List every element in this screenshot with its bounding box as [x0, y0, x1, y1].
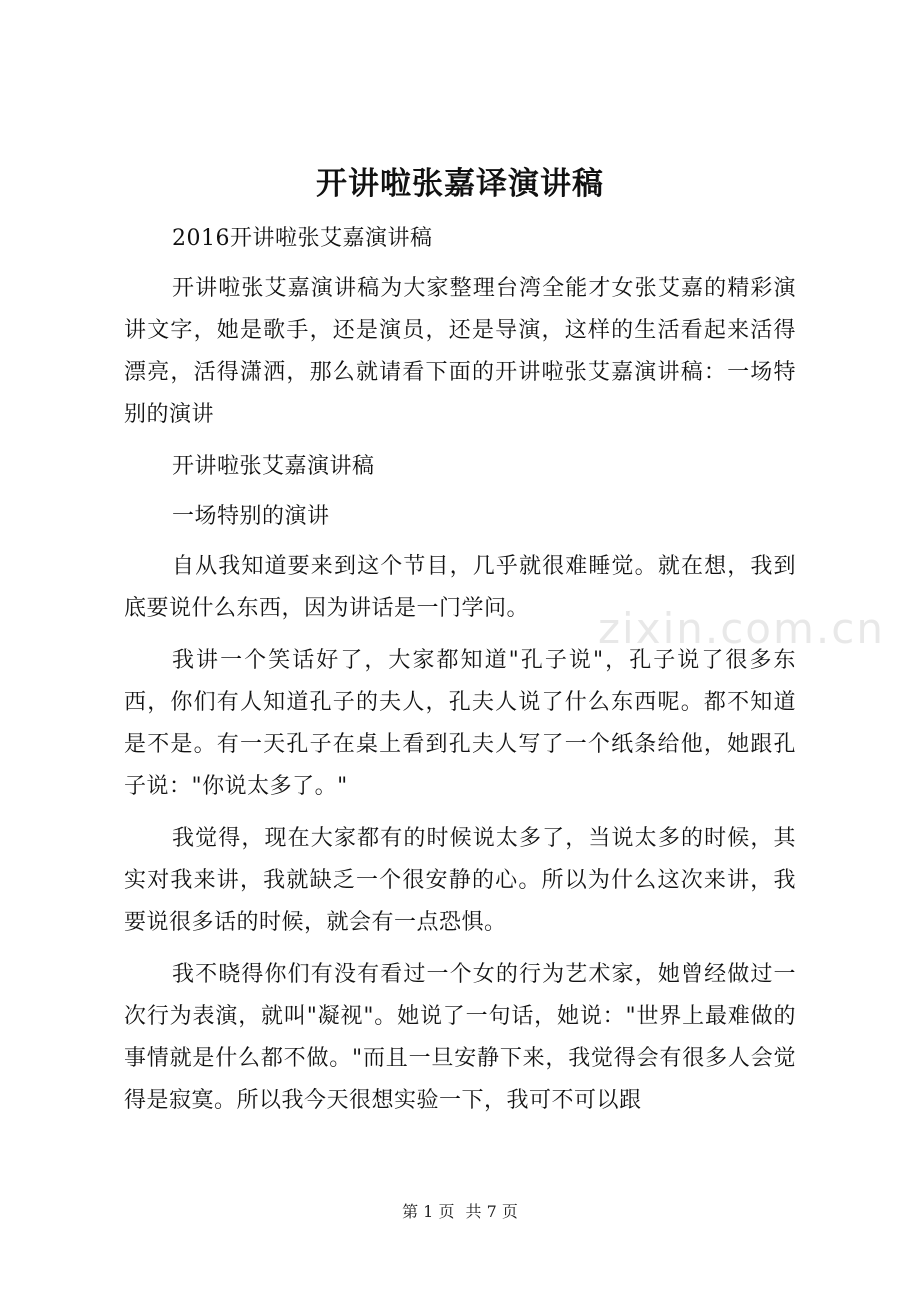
page-number: 第 1 页: [402, 1202, 455, 1221]
document-body: [124, 218, 796, 1132]
document-title: 开讲啦张嘉译演讲稿: [316, 166, 604, 202]
paragraph-3: 开讲啦张艾嘉演讲稿: [172, 454, 375, 479]
paragraph-8: 我不晓得你们有没有看过一个女的行为艺术家，她曾经做过一次行为表演，就叫"凝视"。她说了一句话，她说："世界上最难做的事情就是什么都不做。"而且一旦安静下来，我觉得会有很多人会觉得是寂寞。所以我今天很想实验一下，我可不可以跟: [124, 962, 796, 1113]
paragraph-6: 我讲一个笑话好了，大家都知道"孔子说"，孔子说了很多东西，你们有人知道孔子的夫人，孔夫人说了什么东西呢。都不知道是不是。有一天孔子在桌上看到孔夫人写了一个纸条给他，她跟孔子说："你说太多了。": [124, 648, 796, 799]
paragraph-1: 2016开讲啦张艾嘉演讲稿: [172, 226, 433, 251]
page-footer: [0, 1200, 920, 1224]
watermark: zixin.com.cn: [598, 604, 885, 653]
page-total: 共 7 页: [465, 1202, 518, 1221]
paragraph-2: 开讲啦张艾嘉演讲稿为大家整理台湾全能才女张艾嘉的精彩演讲文字，她是歌手，还是演员，还是导演，这样的生活看起来活得漂亮，活得潇洒，那么就请看下面的开讲啦张艾嘉演讲稿：一场特别的演讲: [124, 276, 796, 427]
paragraph-5: 自从我知道要来到这个节目，几乎就很难睡觉。就在想，我到底要说什么东西，因为讲话是一门学问。: [124, 554, 796, 621]
paragraph-4: 一场特别的演讲: [172, 504, 330, 529]
paragraph-7: 我觉得，现在大家都有的时候说太多了，当说太多的时候，其实对我来讲，我就缺乏一个很安静的心。所以为什么这次来讲，我要说很多话的时候，就会有一点恐惧。: [124, 826, 796, 935]
